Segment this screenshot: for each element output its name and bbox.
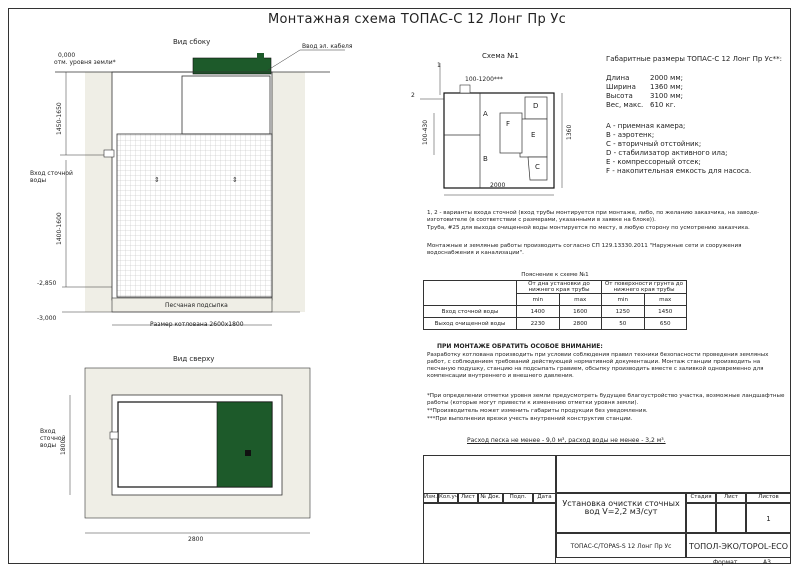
explain-col-group-1: От дна установки до нижнего края трубы xyxy=(517,281,602,294)
stamp-sheet: Лист xyxy=(716,493,746,503)
explain-table xyxy=(423,269,687,330)
pit-size-label: Размер котлована 2600х1800 xyxy=(150,321,244,328)
spec-value-3: 610 кг. xyxy=(650,101,676,109)
top-lid-green xyxy=(217,402,272,487)
tank-neck xyxy=(182,76,270,134)
level-3000: -3,000 xyxy=(37,315,57,322)
specs-title: Габаритные размеры ТОПАС-С 12 Лонг Пр Ус**: xyxy=(606,55,783,63)
page-title: Монтажная схема ТОПАС-С 12 Лонг Пр Ус xyxy=(268,12,567,27)
dim-1360: 1360 xyxy=(566,124,573,140)
stamp-stage-value xyxy=(686,503,716,533)
stamp-top-blank xyxy=(556,455,791,493)
tank-body xyxy=(117,134,272,297)
table-row xyxy=(424,306,687,318)
stamp-header: Подп. xyxy=(503,493,533,503)
explain-col-group-2: От поверхности грунта до нижнего края трубы xyxy=(602,281,687,294)
dim-100-430: 100-430 xyxy=(422,119,429,145)
stamp-model: ТОПАС-С/TOPAS-S 12 Лонг Пр Ус xyxy=(556,533,686,558)
spec-label-0: Длина xyxy=(606,74,630,82)
cell: 650 xyxy=(644,318,687,330)
stamp-stage: Стадия xyxy=(686,493,716,503)
cell: 2800 xyxy=(559,318,602,330)
stamp-sheets: Листов xyxy=(746,493,791,503)
spec-value-1: 1360 мм; xyxy=(650,83,683,91)
zone-d: D xyxy=(533,102,539,110)
cell: 1250 xyxy=(602,306,645,318)
footnote-3: ***При выполнении врезки учесть внутренний конструктив станции. xyxy=(427,416,633,422)
level-zero: 0,000 xyxy=(58,52,76,59)
svg-text:⇕: ⇕ xyxy=(232,176,238,184)
cell: 1450 xyxy=(644,306,687,318)
dim-2800: 2800 xyxy=(188,536,204,543)
stamp-header: № Док. xyxy=(478,493,503,503)
dim-100-1200: 100-1200*** xyxy=(465,76,503,83)
legend-5: F - накопительная емкость для насоса. xyxy=(606,167,752,175)
cell: 50 xyxy=(602,318,645,330)
note-standards: Монтажные и земляные работы производить согласно СП 129.13330.2011 "Наружные сети и сооружения водоснабжения и канализации". xyxy=(427,243,742,256)
stamp-blank xyxy=(423,455,556,493)
sand-label: Песчаная подсыпка xyxy=(165,302,228,309)
zone-e: E xyxy=(531,131,536,139)
legend-1: В - аэротенк; xyxy=(606,131,655,139)
zone-b: B xyxy=(483,155,488,163)
explain-sub: min xyxy=(517,294,560,306)
note-pipe: Труба, #25 для выхода очищенной воды монтируется по месту, в любую сторону по усмотрению заказчика. xyxy=(427,225,750,231)
cell: 2230 xyxy=(517,318,560,330)
marker-1: 1 xyxy=(437,62,441,69)
legend-4: Е - компрессорный отсек; xyxy=(606,158,701,166)
stamp-header: Изм. xyxy=(423,493,438,503)
stamp-format-label: Формат xyxy=(713,559,738,566)
stamp-company: ТОПОЛ-ЭКО/TOPOL-ECO xyxy=(686,533,791,558)
footnote-1: *При определении отметки уровня земли предусмотреть будущее благоустройство участка, возможные ландшафтные работы (которые могут привести к изменению отметки уровня земли). xyxy=(427,393,785,406)
spec-label-3: Вес, макс. xyxy=(606,101,644,109)
top-view-title: Вид сверху xyxy=(173,355,215,363)
dim-2000: 2000 xyxy=(490,182,506,189)
explain-sub: max xyxy=(559,294,602,306)
attention-title: ПРИ МОНТАЖЕ ОБРАТИТЬ ОСОБОЕ ВНИМАНИЕ: xyxy=(437,343,603,350)
stamp-format-value: А3 xyxy=(763,559,771,566)
side-view-title: Вид сбоку xyxy=(173,38,211,46)
cable-label: Ввод эл. кабеля xyxy=(302,43,353,50)
table-row xyxy=(424,318,687,330)
dim-1400-1600: 1400-1600 xyxy=(56,212,63,245)
stamp-product: Установка очистки сточных вод V=2,2 м3/сут xyxy=(556,493,686,533)
level-2850: -2,850 xyxy=(37,280,57,287)
zone-a: A xyxy=(483,110,488,118)
lid-handle xyxy=(257,53,264,59)
svg-text:⇕: ⇕ xyxy=(154,176,160,184)
spec-value-2: 3100 мм; xyxy=(650,92,683,100)
inlet-pipe xyxy=(104,150,114,157)
stamp-sign-area xyxy=(423,503,556,564)
attention-text: Разработку котлована производить при условии соблюдения правил техники безопасности проведения земляных работ, с соблюдением требований действующей нормативной документации. Монтаж станции производить на песчаную подушку, станцию на подсыпать гравием, обсыпку производить вместе с заливкой одновременно для компенсации внутреннего и внешнего давления. xyxy=(427,352,769,379)
row-label: Выход очищенной воды xyxy=(424,318,517,330)
explain-sub: max xyxy=(644,294,687,306)
scheme-title: Схема №1 xyxy=(482,52,519,60)
marker-2: 2 xyxy=(411,92,415,99)
spec-label-1: Ширина xyxy=(606,83,636,91)
footnote-2: **Производитель может изменить габариты продукции без уведомления. xyxy=(427,408,648,414)
zone-f: F xyxy=(506,120,511,128)
note-variants: 1, 2 - варианты входа сточной (вход трубы монтируется при монтаже, либо, по желанию заказчика, на заводе-изготовителе (в соответствии с размерами, указанными в заявке на блоке)). xyxy=(427,210,760,223)
legend-2: С - вторичный отстойник; xyxy=(606,140,702,148)
stamp-header: Кол.уч xyxy=(438,493,458,503)
stamp-header: Дата xyxy=(533,493,556,503)
legend-0: А - приемная камера; xyxy=(606,122,686,130)
cell: 1600 xyxy=(559,306,602,318)
cell: 1400 xyxy=(517,306,560,318)
spec-label-2: Высота xyxy=(606,92,633,100)
stamp-sheet-value xyxy=(716,503,746,533)
stamp-sheets-value: 1 xyxy=(746,503,791,533)
dim-1800: 1800 xyxy=(60,439,67,455)
inlet-label-side: Вход сточной воды xyxy=(30,170,73,184)
explain-sub: min xyxy=(602,294,645,306)
legend-3: D - стабилизатор активного ила; xyxy=(606,149,728,157)
top-inlet-pipe xyxy=(110,432,118,439)
zone-c: C xyxy=(535,163,540,171)
explain-caption: Пояснение к схеме №1 xyxy=(424,269,687,281)
level-zero-note: отм. уровня земли* xyxy=(54,59,116,66)
row-label: Вход сточной воды xyxy=(424,306,517,318)
stamp-header: Лист xyxy=(458,493,478,503)
title-block xyxy=(423,455,791,564)
inlet-label-top: Вход сточной воды xyxy=(40,428,66,449)
dim-1450-1650: 1450-1650 xyxy=(56,102,63,135)
consumption-note: Расход песка не менее - 9,0 м³, расход воды не менее - 3,2 м³. xyxy=(467,437,666,444)
spec-value-0: 2000 мм; xyxy=(650,74,683,82)
